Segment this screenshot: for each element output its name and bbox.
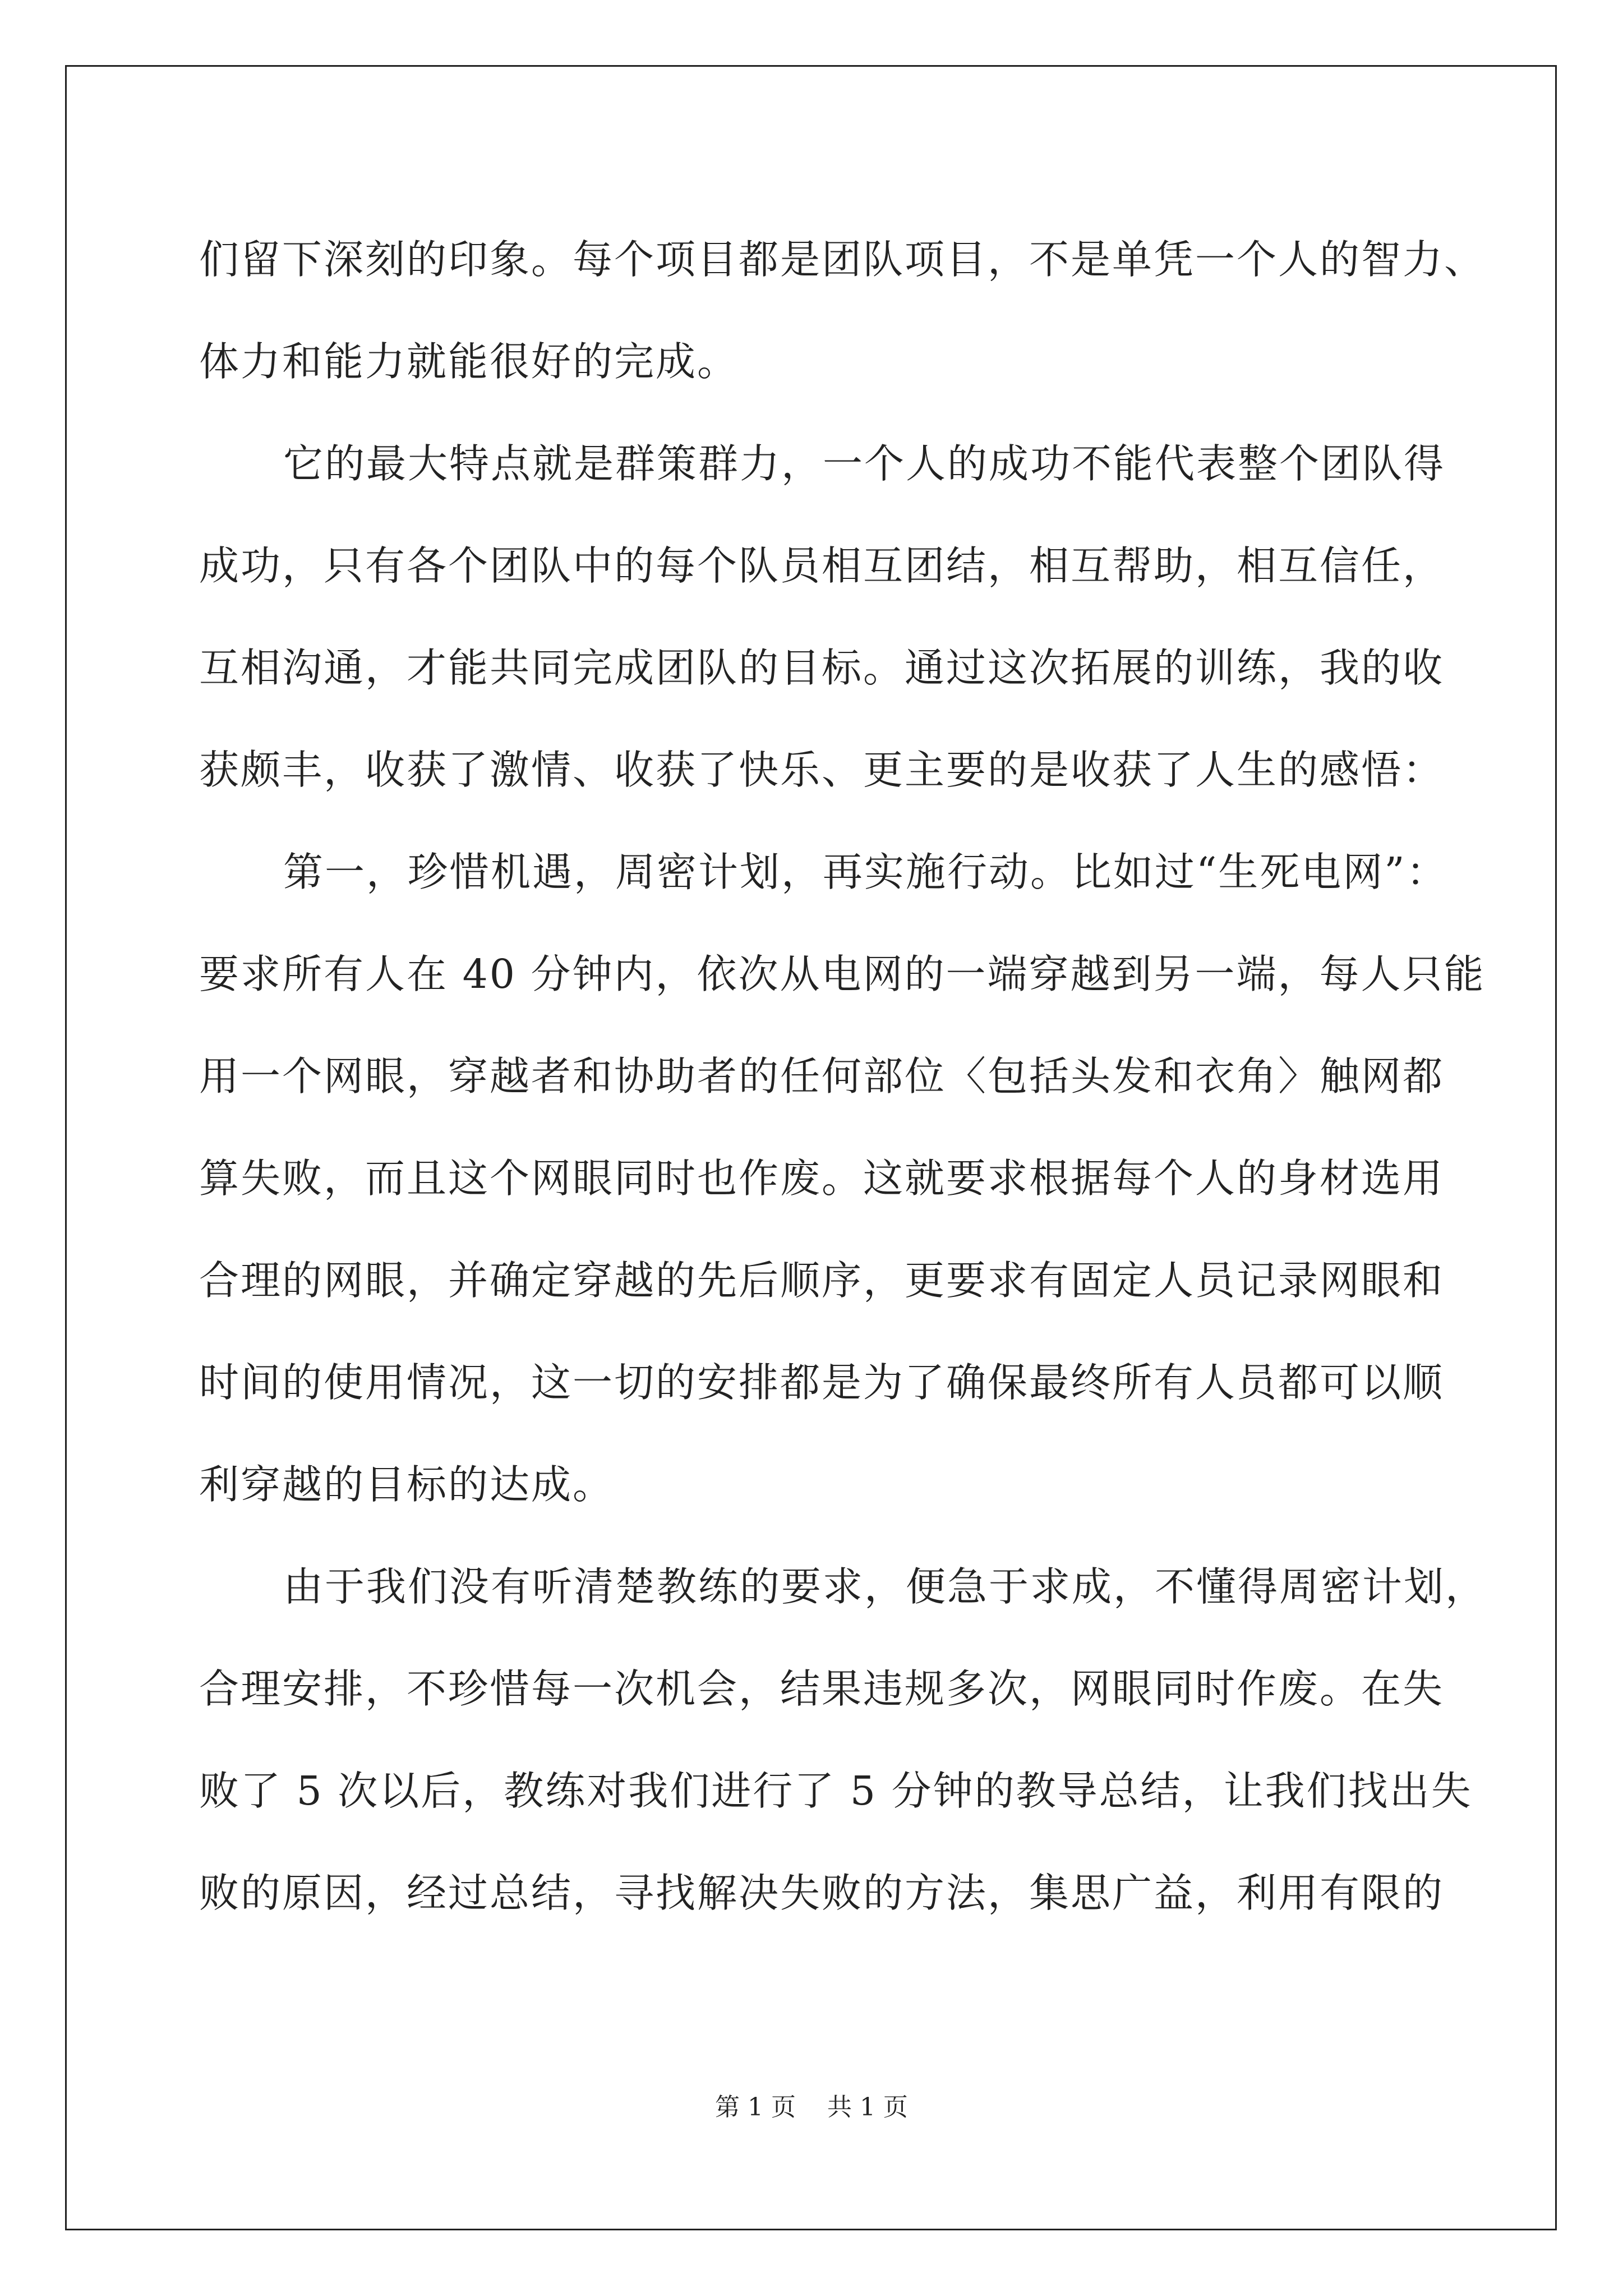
text-line: 成功，只有各个团队中的每个队员相互团结，相互帮助，相互信任， [199, 542, 1445, 589]
text-line: 败了 5 次以后，教练对我们进行了 5 分钟的教导总结，让我们找出失 [199, 1768, 1473, 1814]
text-line: 体力和能力就能很好的完成。 [199, 338, 739, 385]
text-line: 合理安排，不珍惜每一次机会，结果违规多次，网眼同时作废。在失 [199, 1665, 1445, 1712]
text-line: 败的原因，经过总结，寻找解决失败的方法，集思广益，利用有限的 [199, 1870, 1445, 1916]
page-footer [0, 2087, 1623, 2123]
page-number: 第 1 页 [715, 2093, 796, 2122]
text-line: 第一，珍惜机遇，周密计划，再实施行动。比如过“生死电网”： [283, 849, 1448, 895]
text-line: 互相沟通，才能共同完成团队的目标。通过这次拓展的训练，我的收 [199, 645, 1445, 691]
text-line: 它的最大特点就是群策群力，一个人的成功不能代表整个团队得 [283, 440, 1446, 487]
text-line: 用一个网眼，穿越者和协助者的任何部位〈包括头发和衣角〉触网都 [199, 1053, 1445, 1099]
text-line: 利穿越的目标的达成。 [199, 1461, 615, 1508]
text-line: 合理的网眼，并确定穿越的先后顺序，更要求有固定人员记录网眼和 [199, 1257, 1445, 1304]
text-line: 要求所有人在 40 分钟内，依次从电网的一端穿越到另一端，每人只能 [199, 951, 1486, 997]
text-line: 们留下深刻的印象。每个项目都是团队项目，不是单凭一个人的智力、 [199, 236, 1486, 283]
text-line: 时间的使用情况，这一切的安排都是为了确保最终所有人员都可以顺 [199, 1359, 1445, 1406]
text-line: 获颇丰，收获了激情、收获了快乐、更主要的是收获了人生的感悟： [199, 747, 1445, 793]
document-body [199, 209, 1487, 1944]
text-line: 算失败，而且这个网眼同时也作废。这就要求根据每个人的身材选用 [199, 1155, 1445, 1202]
total-pages: 共 1 页 [827, 2093, 908, 2122]
text-line: 由于我们没有听清楚教练的要求，便急于求成，不懂得周密计划， [283, 1563, 1487, 1610]
